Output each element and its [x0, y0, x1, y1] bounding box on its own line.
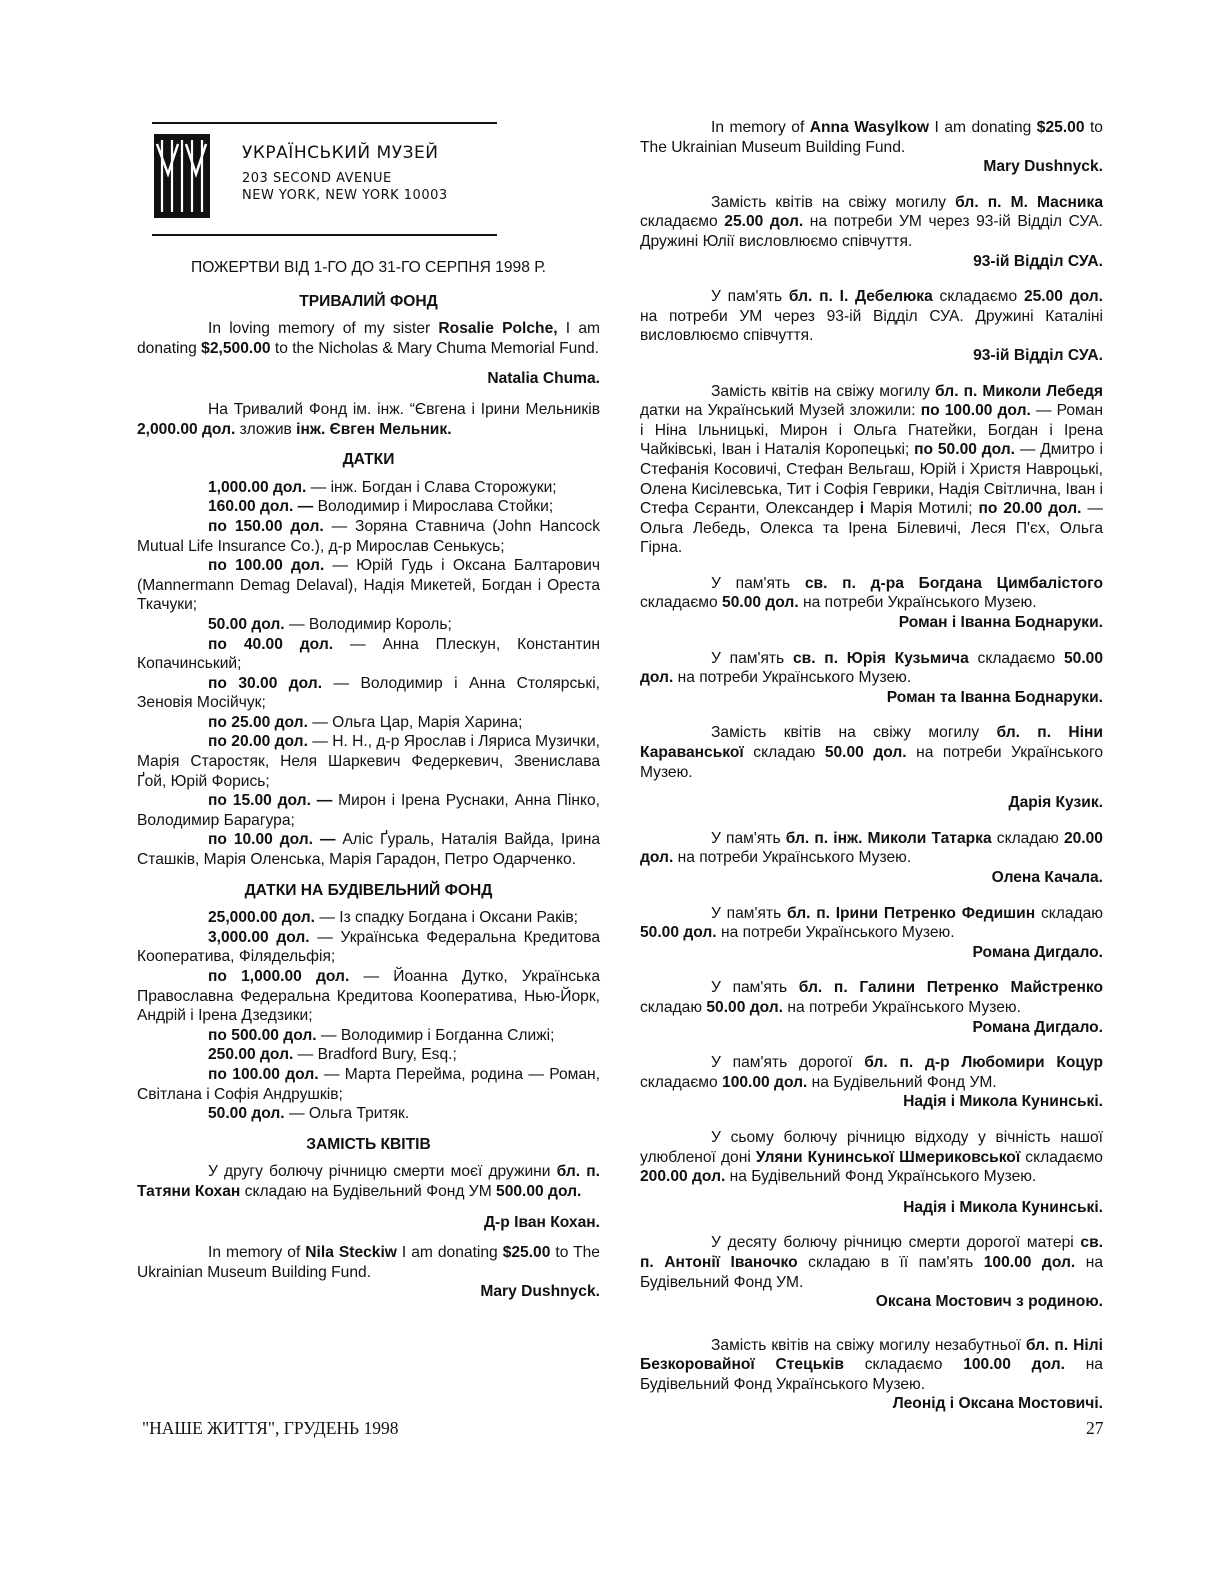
donor-signature: Д-р Іван Кохан. [483, 1213, 600, 1231]
list-item: 250.00 дол. — Bradford Bury, Esq.; [208, 1046, 457, 1064]
donor-signature: Mary Dushnyck. [480, 1283, 600, 1301]
donor-signature: Романа Дигдало. [972, 943, 1103, 961]
donation-entry: На Тривалий Фонд ім. інж. “Євгена і Ірини Мельників 2,000.00 дол. зложив інж. Євген Мельник. [137, 400, 600, 438]
section-heading-trivalyi-fond: ТРИВАЛИЙ ФОНД [299, 292, 438, 310]
donation-entry: У пам'ять дорогої бл. п. д-р Любомири Коцур складаємо 100.00 дол. на Будівельний Фонд УМ. [640, 1054, 1103, 1091]
list-item: по 150.00 дол. — Зоряна Ставнича (John Hancock Mutual Life Insurance Co.), д-р Мирослав Сенькусь; [137, 517, 600, 555]
donation-entry: У сьому болючу річницю відходу у вічність нашої улюбленої доні Уляни Кунинської Шмериковської складаємо 200.00 дол. на Будівельний Фонд Українського Музею. [640, 1128, 1103, 1186]
datky-list [137, 478, 600, 870]
letterhead-text [242, 144, 448, 204]
list-item: по 100.00 дол. — Юрій Гудь і Оксана Балтарович (Mannermann Demag Delaval), Надія Микетей, Богдан і Ореста Ткачуки; [137, 557, 600, 614]
list-item: по 20.00 дол. — Н. Н., д-р Ярослав і Ляриса Музички, Марія Старостяк, Неля Шаркевич Федеркевич, Звенислава Ґой, Юрій Форись; [137, 733, 600, 790]
list-item: по 1,000.00 дол. — Йоанна Дутко, Українська Православна Федеральна Кредитова Кооператива, Нью-Йорк, Андрій і Ірена Дзедзики; [137, 968, 600, 1025]
museum-logo-icon [154, 134, 210, 218]
donor-signature: Mary Dushnyck. [983, 158, 1103, 176]
donation-entry: У пам'ять бл. п. Ірини Петренко Федишин складаю 50.00 дол. на потреби Українського Музею. [640, 904, 1103, 942]
donor-signature: 93-ій Відділ СУА. [973, 346, 1103, 364]
donation-entry: У пам'ять бл. п. Галини Петренко Майстренко складаю 50.00 дол. на потреби Українського Музею. [640, 979, 1103, 1016]
list-item: по 25.00 дол. — Ольга Цар, Марія Харина; [208, 713, 523, 731]
list-item: 1,000.00 дол. — інж. Богдан і Слава Сторожуки; [208, 478, 557, 496]
list-item: 25,000.00 дол. — Із спадку Богдана і Оксани Раків; [208, 909, 578, 927]
list-item: по 15.00 дол. — Мирон і Ірена Руснаки, Анна Пінко, Володимир Барагура; [137, 792, 600, 829]
museum-letterhead [152, 118, 497, 248]
donation-entry: У другу болючу річницю смерти моєї дружини бл. п. Татяни Кохан складаю на Будівельний Фонд УМ 500.00 дол. [137, 1163, 600, 1200]
donation-entry: Замість квітів на свіжу могилу бл. п. Ніни Караванської складаю 50.00 дол. на потреби Українського Музею. [640, 724, 1103, 781]
section-heading-zamist-kvitiv: ЗАМІСТЬ КВІТІВ [306, 1135, 431, 1153]
museum-address-city: NEW YORK, NEW YORK 10003 [242, 187, 448, 203]
section-heading-datky: ДАТКИ [342, 451, 395, 469]
donor-signature: Надія і Микола Кунинські. [903, 1093, 1103, 1111]
letterhead-bottom-rule [152, 234, 497, 236]
budivelnyi-fond-list [137, 908, 600, 1124]
list-item: по 100.00 дол. — Марта Перейма, родина — Роман, Світлана і Софія Андрушків; [137, 1065, 600, 1103]
page-number: 27 [1086, 1418, 1104, 1438]
donor-signature: Роман та Іванна Боднаруки. [886, 688, 1103, 706]
letterhead-top-rule [152, 122, 497, 124]
donation-entry: Замість квітів на свіжу могилу незабутньої бл. п. Нілі Безкоровайної Стецьків складаємо 100.00 дол. на Будівельний Фонд Українського Музею. [640, 1336, 1103, 1393]
right-column [640, 118, 1103, 1414]
list-item: по 500.00 дол. — Володимир і Богданна Слижі; [208, 1026, 555, 1044]
donation-entry: У пам'ять св. п. д-ра Богдана Цимбалістого складаємо 50.00 дол. на потреби Українського Музею. [640, 574, 1103, 612]
donation-entry: In memory of Nila Steckiw I am donating $25.00 to The Ukrainian Museum Building Fund. [137, 1244, 600, 1281]
donation-entry: У пам'ять св. п. Юрія Кузьмича складаємо 50.00 дол. на потреби Українського Музею. [640, 649, 1103, 687]
donation-entry: У пам'ять бл. п. інж. Миколи Татарка складаю 20.00 дол. на потреби Українського Музею. [640, 829, 1103, 867]
left-column [137, 118, 600, 1302]
donor-signature: Дарія Кузик. [1008, 794, 1103, 812]
donor-signature: Олена Качала. [991, 869, 1103, 886]
list-item: по 10.00 дол. — Аліс Ґураль, Наталія Вайда, Ірина Сташків, Марія Оленська, Марія Гарадон, Петро Одарченко. [137, 831, 600, 869]
donor-signature: Леонід і Оксана Мостовичі. [892, 1395, 1103, 1413]
donor-signature: Роман і Іванна Боднаруки. [898, 614, 1103, 632]
list-item: 160.00 дол. — Володимир і Мирослава Стойки; [208, 498, 554, 516]
donation-entry: У пам'ять бл. п. І. Дебелюка складаємо 25.00 дол. на потреби УМ через 93-ій Відділ СУА. Дружині Каталіні висловлюємо співчуття. [640, 288, 1103, 345]
donation-entry: У десяту болючу річницю смерти дорогої матері св. п. Антонії Іваночко складаю в її пам'ять 100.00 дол. на Будівельний Фонд УМ. [640, 1234, 1103, 1291]
list-item: 50.00 дол. — Ольга Тритяк. [208, 1105, 410, 1123]
donation-entry: Замість квітів на свіжу могилу бл. п. М. Масника складаємо 25.00 дол. на потреби УМ через 93-ій Відділ СУА. Дружині Юлії висловлюємо співчуття. [640, 193, 1103, 250]
donation-entry: In loving memory of my sister Rosalie Polche, I am donating $2,500.00 to the Nicholas & Mary Chuma Memorial Fund. [137, 320, 601, 357]
list-item: 50.00 дол. — Володимир Король; [208, 615, 452, 633]
list-item: по 40.00 дол. — Анна Плескун, Константин Копачинський; [137, 635, 600, 673]
museum-name: УКРАЇНСЬКИЙ МУЗЕЙ [242, 143, 439, 163]
list-item: по 30.00 дол. — Володимир і Анна Столярські, Зеновія Мосійчук; [137, 674, 600, 712]
section-heading-budivelnyi-fond: ДАТКИ НА БУДІВЕЛЬНИЙ ФОНД [244, 881, 493, 899]
donor-signature: 93-ій Відділ СУА. [973, 252, 1103, 270]
report-title: ПОЖЕРТВИ ВІД 1-ГО ДО 31-ГО СЕРПНЯ 1998 Р. [190, 259, 546, 276]
list-item: 3,000.00 дол. — Українська Федеральна Кредитова Кооператива, Філядельфія; [137, 928, 600, 966]
donor-signature: Оксана Мостович з родиною. [875, 1293, 1103, 1311]
donor-signature: Natalia Chuma. [487, 370, 600, 388]
donor-signature: Романа Дигдало. [972, 1018, 1103, 1036]
donor-signature: Надія і Микола Кунинські. [903, 1198, 1103, 1216]
donation-entry: In memory of Anna Wasylkow I am donating $25.00 to The Ukrainian Museum Building Fund. [640, 119, 1103, 156]
donation-entry: Замість квітів на свіжу могилу бл. п. Миколи Лебедя датки на Український Музей зложили: по 100.00 дол. — Роман і Ніна Ільницькі, Мирон і Ольга Гнатейки, Богдан і Ірена Чайківські, Іван і Наталія Коропецькі; по 50.00 дол. — Дмитро і Стефанія Косовичі, Стефан Вельгаш, Юрій і Христя Навроцькі, Олена Кисілевська, Тит і Софія Геврики, Надія Світлична, Іван і Стефа Сєранти, Олександер і Марія Мотилі; по 20.00 дол. — Ольга Лебедь, Олекса та Ірена Білевичі, Леся П'єх, Ольга Гірна. [640, 382, 1103, 557]
museum-address-street: 203 SECOND AVENUE [242, 170, 392, 186]
journal-footer: "НАШЕ ЖИТТЯ", ГРУДЕНЬ 1998 [142, 1418, 399, 1438]
